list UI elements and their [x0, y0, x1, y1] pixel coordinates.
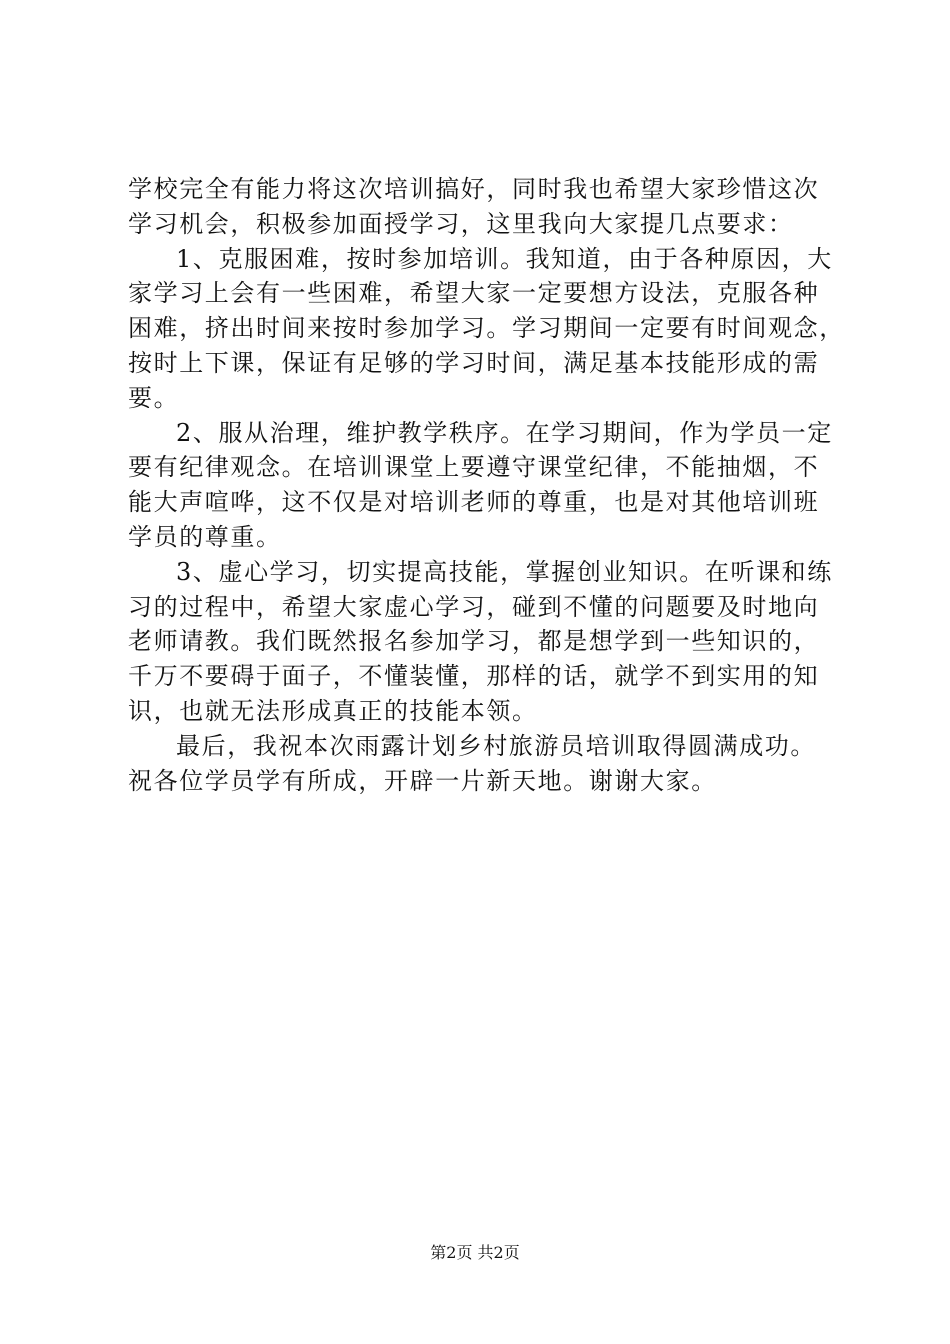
text-line: 识，也就无法形成真正的技能本领。	[128, 696, 538, 725]
text-line: 学员的尊重。	[128, 522, 282, 551]
text-line: 2、服从治理，维护教学秩序。在学习期间，作为学员一定	[176, 418, 833, 447]
text-line: 要有纪律观念。在培训课堂上要遵守课堂纪律，不能抽烟，不	[128, 453, 820, 482]
text-line: 要。	[128, 383, 180, 412]
page-number-footer: 第2页 共2页	[430, 1243, 520, 1262]
text-line: 按时上下课，保证有足够的学习时间，满足基本技能形成的需	[128, 348, 820, 377]
text-line: 困难，挤出时间来按时参加学习。学习期间一定要有时间观念，	[128, 314, 845, 343]
text-line: 老师请教。我们既然报名参加学习，都是想学到一些知识的，	[128, 627, 820, 656]
text-line: 最后，我祝本次雨露计划乡村旅游员培训取得圆满成功。	[176, 731, 816, 760]
text-line: 习的过程中，希望大家虚心学习，碰到不懂的问题要及时地向	[128, 592, 820, 621]
text-line: 学习机会，积极参加面授学习，这里我向大家提几点要求：	[128, 209, 794, 238]
document-body	[128, 172, 848, 798]
text-line: 家学习上会有一些困难，希望大家一定要想方设法，克服各种	[128, 279, 820, 308]
text-line: 能大声喧哗，这不仅是对培训老师的尊重，也是对其他培训班	[128, 488, 820, 517]
text-line: 3、虚心学习，切实提高技能，掌握创业知识。在听课和练	[176, 557, 833, 586]
text-line: 千万不要碍于面子，不懂装懂，那样的话，就学不到实用的知	[128, 662, 820, 691]
text-line: 学校完全有能力将这次培训搞好，同时我也希望大家珍惜这次	[128, 175, 820, 203]
text-line: 1、克服困难，按时参加培训。我知道，由于各种原因，大	[176, 244, 833, 273]
text-line: 祝各位学员学有所成，开辟一片新天地。谢谢大家。	[128, 766, 717, 795]
